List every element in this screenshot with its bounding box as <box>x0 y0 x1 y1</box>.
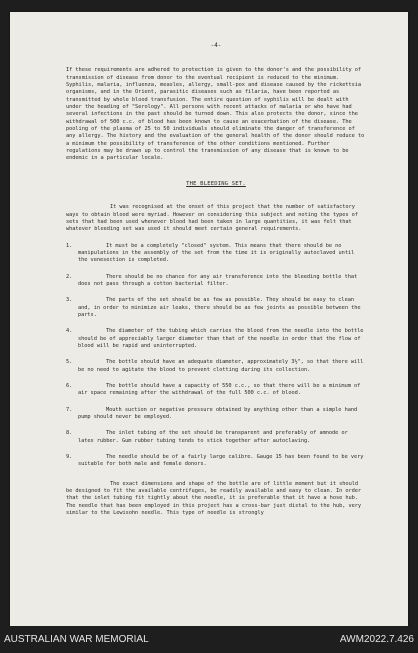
list-item-text: The diameter of the tubing which carries the blood from the needle into the bottle should be of appreciably larger diameter than that of the needle in order that the flow of blood will be rapid and uninterrupted. <box>78 328 364 349</box>
list-item-number: 1. <box>66 242 73 249</box>
list-item <box>66 359 366 374</box>
list-item <box>66 383 366 398</box>
page-number: -4- <box>210 42 222 49</box>
list-item-text: Mouth suction or negative pressure obtained by anything other than a simple hand pump should never be employed. <box>78 406 358 421</box>
list-item <box>66 243 366 265</box>
list-item-number: 6. <box>66 383 73 389</box>
list-item-number: 3. <box>66 297 73 304</box>
section-intro-paragraph: It was recognised at the onset of this project that the number of satisfactory ways to obtain blood were myriad. However on considering this subject and noting the types of sets that had been used whenever blood had been taken in large quantities, it was felt that whatever bleeding set was used it should meet certain general requirements. <box>66 204 358 233</box>
list-item-text: The bottle should have a capacity of 550 c.c., so that there will be a minimum of air space remaining after the withdrawal of the full 500 c.c. of blood. <box>78 383 361 397</box>
list-item-number: 2. <box>66 273 73 280</box>
list-item-number: 9. <box>66 454 73 461</box>
archive-footer <box>0 626 418 653</box>
list-item-text: The parts of the set should be as few as possible. They should be easy to clean and, in order to minimize air leaks, there should be as few joints as possible between the parts. <box>78 297 361 318</box>
list-item <box>66 297 366 319</box>
list-item-text: The needle should be of a fairly large calibre. Gauge 15 has been found to be very suitable for both male and female donors. <box>78 454 364 468</box>
list-item <box>66 454 366 469</box>
list-item-number: 4. <box>66 328 73 335</box>
document-page <box>10 12 408 626</box>
document-body <box>66 42 366 524</box>
list-item <box>66 430 366 445</box>
requirements-list <box>66 243 366 469</box>
footer-institution: AUSTRALIAN WAR MEMORIAL <box>4 634 149 645</box>
list-item-text: It must be a completely "closed" system. This means that there should be no manipulations in the assembly of the set from the time it is originally autoclaved until the venesection is completed. <box>78 242 355 264</box>
list-item <box>66 407 366 422</box>
list-item-number: 7. <box>66 406 73 413</box>
list-item <box>66 328 366 350</box>
list-item-number: 5. <box>66 359 73 366</box>
list-item-text: The inlet tubing of the set should be transparent and preferably of amnode or latex rubber. Gum rubber tubing tends to stick together after autoclaving. <box>78 430 348 444</box>
list-item-text: The bottle should have an adequate diameter, approximately 3½", so that there will be no need to agitate the blood to prevent clotting during its collection. <box>78 359 364 373</box>
footer-accession-number: AWM2022.7.426 <box>339 634 414 645</box>
closing-paragraph: The exact dimensions and shape of the bottle are of little moment but it should be designed to fit the available centrifuges, be readily available and easy to clean. In order that the inlet tubing fit tightly about the needle, it is preferable that it have a hose hub. The needle that has been employed in this project has a cross-bar just distal to the hub, very similar to the Lewisohn needle. This type of needle is strongly <box>66 480 362 517</box>
intro-paragraph: If these requirements are adhered to protection is given to the donor's and the possibility of transmission of disease from donor to the eventual recipient is reduced to the minimum. Syphilis, malaria, influenza, measles, allergy, small-pox and disease caused by the rickettsia organisms, and in the Orient, parasitic diseases such as filaria, have been reported as transmitted by whole blood transfusion. The entire question of syphilis will be dealt with under the heading of "Serology". All persons with recent attacks of malaria or who have had several infections in the past should be turned down. This also protects the donor, since the withdrawal of 500 c.c. of blood has been known to cause an exacerbation of the disease. The pooling of the plasma of 25 to 50 individuals should eliminate the danger of transference of any allergy. The history and the evaluation of the general health of the donor should reduce to a minimum the possibility of transference of the other conditions mentioned. Further regulations may be drawn up to control the transmission of any disease that is known to be endemic in a particular locale. <box>66 67 365 162</box>
section-heading: THE BLEEDING SET. <box>186 180 246 187</box>
list-item-number: 8. <box>66 430 73 437</box>
list-item <box>66 274 366 289</box>
list-item-text: There should be no chance for any air transference into the bleeding bottle that does not pass through a cotton bacterial filter. <box>78 273 358 287</box>
